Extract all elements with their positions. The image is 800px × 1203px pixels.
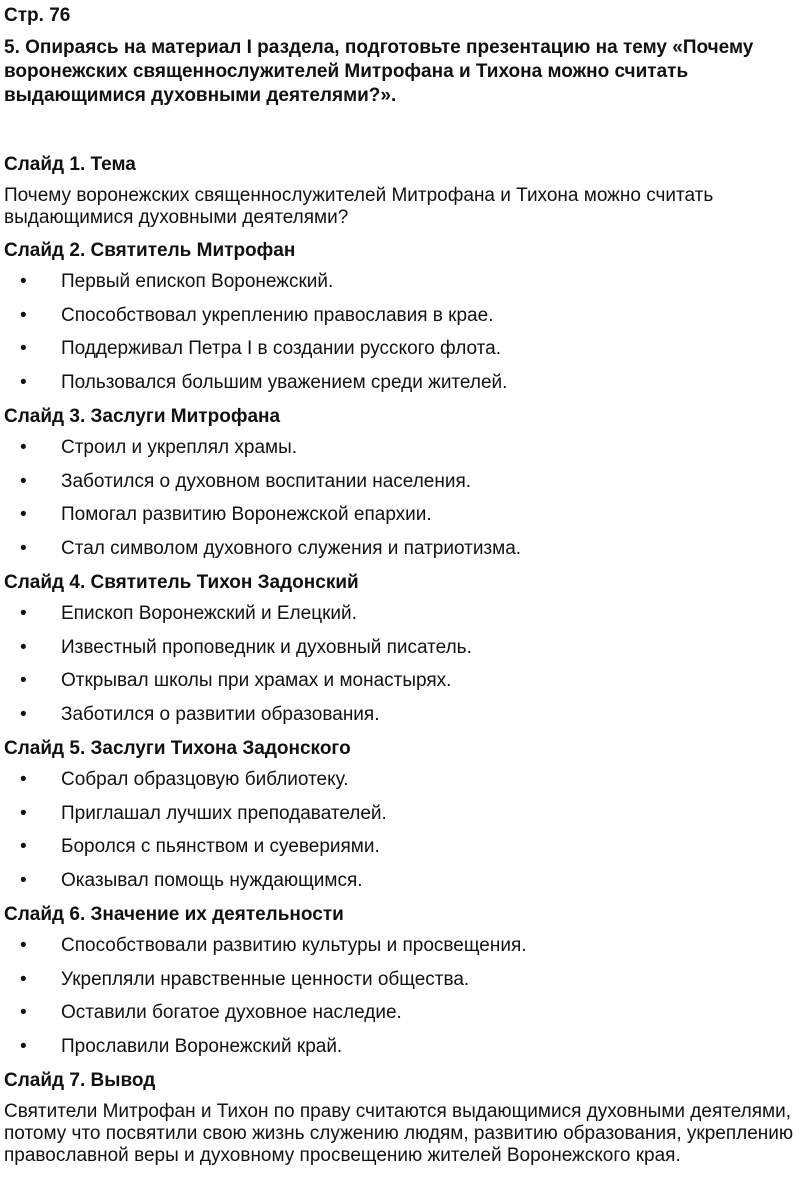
bullet-icon: •: [20, 470, 27, 492]
bullet-icon: •: [20, 802, 27, 824]
bullet-icon: •: [20, 869, 27, 891]
bullet-icon: •: [20, 504, 27, 525]
slide-3-list: [4, 437, 794, 571]
page-number: Стр. 76: [4, 5, 71, 26]
bullet-icon: •: [20, 670, 27, 691]
list-item-text: Способствовали развитию культуры и просвещения.: [61, 935, 527, 956]
bullet-icon: •: [20, 968, 27, 990]
list-item: [4, 870, 794, 904]
list-item: [4, 969, 794, 1003]
bullet-icon: •: [20, 836, 27, 857]
bullet-icon: •: [20, 935, 27, 956]
slide-1-heading: Слайд 1. Тема: [4, 154, 136, 175]
list-item: [4, 372, 794, 406]
list-item-text: Заботился о развитии образования.: [61, 703, 380, 725]
slide-2-section: [4, 239, 794, 405]
list-item: [4, 603, 794, 637]
slide-6-heading: Слайд 6. Значение их деятельности: [4, 904, 344, 925]
list-item: [4, 704, 794, 738]
slide-7-section: [4, 1069, 794, 1167]
list-item-text: Собрал образцовую библиотеку.: [61, 769, 349, 790]
slide-1-text: Почему воронежских священнослужителей Митрофана и Тихона можно считать выдающимися духовными деятелями?: [4, 185, 714, 228]
list-item: [4, 538, 794, 572]
slide-7-text: Святители Митрофан и Тихон по праву считаются выдающимися духовными деятелями, потому что посвятили свою жизнь служению людям, развитию образования, укреплению православной веры и духовному просвещению жителей Воронежского края.: [4, 1101, 794, 1166]
list-item: [4, 637, 794, 671]
slide-3-heading: Слайд 3. Заслуги Митрофана: [4, 406, 281, 427]
slide-5-section: [4, 737, 794, 903]
slide-4-list: [4, 603, 794, 737]
list-item-text: Поддерживал Петра I в создании русского флота.: [61, 338, 501, 359]
list-item: [4, 1036, 794, 1070]
task-statement: 5. Опираясь на материал I раздела, подготовьте презентацию на тему «Почему воронежских священнослужителей Митрофана и Тихона можно считать выдающимися духовными деятелями?».: [4, 37, 754, 106]
slide-4-heading: Слайд 4. Святитель Тихон Задонский: [4, 572, 359, 593]
list-item: [4, 271, 794, 305]
slide-4-section: [4, 571, 794, 737]
list-item-text: Способствовал укреплению православия в крае.: [61, 304, 494, 326]
list-item-text: Боролся с пьянством и суевериями.: [61, 836, 380, 857]
bullet-icon: •: [20, 603, 27, 624]
list-item-text: Первый епископ Воронежский.: [61, 271, 334, 292]
list-item-text: Приглашал лучших преподавателей.: [61, 802, 387, 824]
list-item: [4, 803, 794, 837]
bullet-icon: •: [20, 537, 27, 559]
bullet-icon: •: [20, 304, 27, 326]
list-item-text: Епископ Воронежский и Елецкий.: [61, 603, 357, 624]
list-item-text: Оставили богатое духовное наследие.: [61, 1002, 402, 1023]
list-item-text: Оказывал помощь нуждающимся.: [61, 869, 363, 891]
bullet-icon: •: [20, 636, 27, 658]
list-item: [4, 1002, 794, 1036]
list-item: [4, 769, 794, 803]
slide-6-list: [4, 935, 794, 1069]
bullet-icon: •: [20, 338, 27, 359]
list-item: [4, 305, 794, 339]
slide-5-heading: Слайд 5. Заслуги Тихона Задонского: [4, 738, 351, 759]
list-item-text: Укрепляли нравственные ценности общества.: [61, 968, 470, 990]
bullet-icon: •: [20, 371, 27, 393]
list-item: [4, 504, 794, 538]
slide-6-section: [4, 903, 794, 1069]
slide-3-section: [4, 405, 794, 571]
bullet-icon: •: [20, 1002, 27, 1023]
list-item-text: Заботился о духовном воспитании населения.: [61, 470, 472, 492]
slide-2-list: [4, 271, 794, 405]
list-item-text: Известный проповедник и духовный писатель.: [61, 636, 472, 658]
list-item: [4, 670, 794, 704]
bullet-icon: •: [20, 271, 27, 292]
slide-1-section: [4, 153, 794, 229]
slide-2-heading: Слайд 2. Святитель Митрофан: [4, 240, 296, 261]
bullet-icon: •: [20, 1035, 27, 1057]
slide-5-list: [4, 769, 794, 903]
list-item-text: Помогал развитию Воронежской епархии.: [61, 504, 432, 525]
list-item-text: Прославили Воронежский край.: [61, 1035, 343, 1057]
bullet-icon: •: [20, 703, 27, 725]
list-item-text: Стал символом духовного служения и патриотизма.: [61, 537, 522, 559]
list-item: [4, 338, 794, 372]
list-item: [4, 935, 794, 969]
bullet-icon: •: [20, 769, 27, 790]
list-item-text: Пользовался большим уважением среди жителей.: [61, 371, 508, 393]
bullet-icon: •: [20, 437, 27, 458]
list-item: [4, 836, 794, 870]
list-item-text: Открывал школы при храмах и монастырях.: [61, 670, 452, 691]
slide-7-heading: Слайд 7. Вывод: [4, 1070, 156, 1091]
list-item: [4, 471, 794, 505]
list-item: [4, 437, 794, 471]
list-item-text: Строил и укреплял храмы.: [61, 437, 298, 458]
